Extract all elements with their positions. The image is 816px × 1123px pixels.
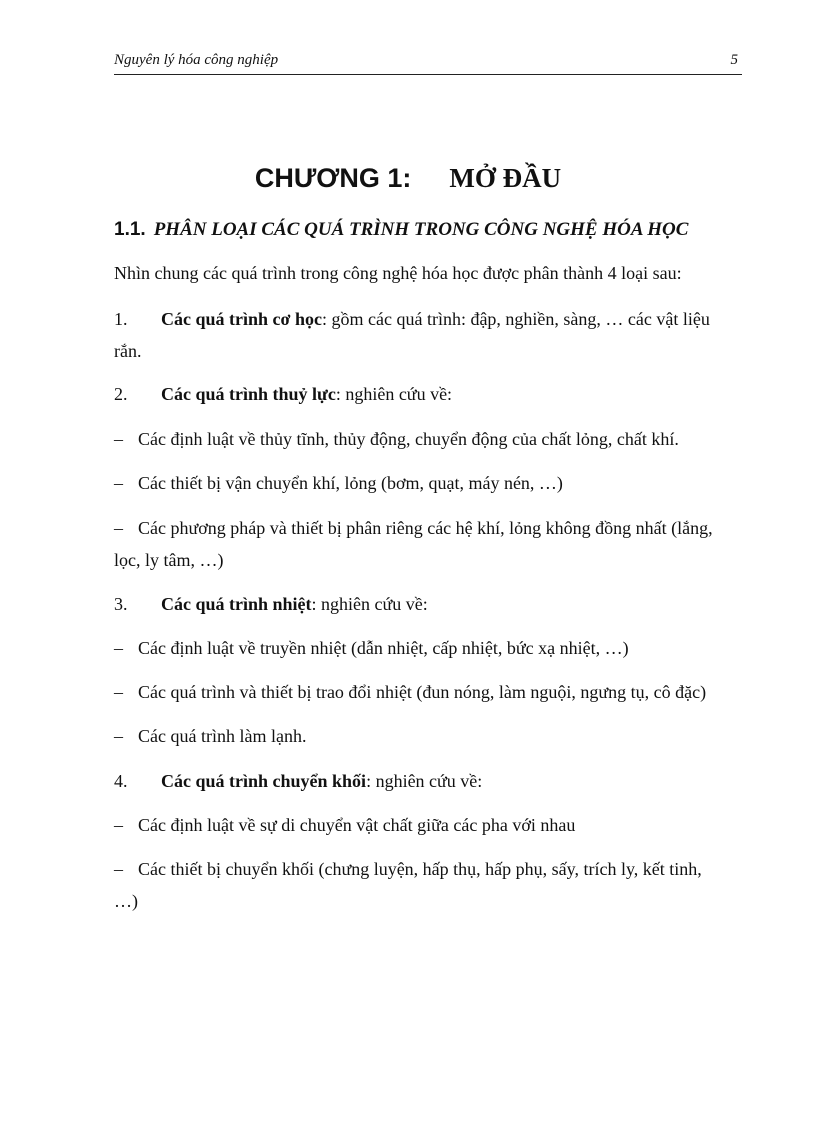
bullet-item: [114, 473, 563, 494]
list-item-1-continuation: rắn.: [114, 341, 142, 361]
dash-marker: –: [114, 518, 123, 538]
list-item-3: [114, 594, 428, 615]
item-number: 3.: [114, 594, 128, 614]
page-header: [114, 50, 742, 75]
section-number: 1.1.: [114, 219, 146, 240]
dash-marker: –: [114, 859, 123, 879]
bullet-continuation: …): [114, 891, 138, 911]
chapter-heading: [0, 163, 816, 194]
list-item-4: [114, 771, 482, 792]
bullet-text: Các phương pháp và thiết bị phân riêng các hệ khí, lỏng không đồng nhất (lắng,: [138, 518, 713, 538]
bullet-text: Các định luật về truyền nhiệt (dẫn nhiệt, cấp nhiệt, bức xạ nhiệt, …): [138, 638, 629, 658]
bullet-item: [114, 815, 575, 836]
bullet-text: Các định luật về sự di chuyển vật chất giữa các pha với nhau: [138, 815, 576, 835]
bullet-item: [114, 682, 706, 703]
bullet-text: Các quá trình và thiết bị trao đổi nhiệt (đun nóng, làm nguội, ngưng tụ, cô đặc): [138, 682, 707, 702]
bullet-text: Các thiết bị chuyển khối (chưng luyện, hấp thụ, hấp phụ, sấy, trích ly, kết tinh,: [138, 859, 702, 879]
bullet-text: Các định luật về thủy tĩnh, thủy động, chuyển động của chất lỏng, chất khí.: [138, 429, 679, 449]
item-text: : nghiên cứu về:: [311, 594, 428, 614]
bullet-text: Các quá trình làm lạnh.: [138, 726, 307, 746]
item-name: Các quá trình chuyển khối: [161, 771, 367, 791]
chapter-title: MỞ ĐẦU: [449, 163, 562, 193]
dash-marker: –: [114, 473, 123, 493]
item-number: 2.: [114, 384, 128, 404]
section-title: PHÂN LOẠI CÁC QUÁ TRÌNH TRONG CÔNG NGHỆ HÓA HỌC: [153, 219, 689, 240]
bullet-item: [114, 726, 306, 747]
bullet-item: [114, 429, 679, 450]
chapter-number: CHƯƠNG 1:: [254, 163, 412, 193]
item-name: Các quá trình cơ học: [161, 309, 322, 329]
bullet-item: [114, 638, 629, 659]
dash-marker: –: [114, 638, 123, 658]
item-number: 1.: [114, 309, 128, 329]
item-number: 4.: [114, 771, 128, 791]
section-heading: [114, 219, 688, 241]
item-text: : gồm các quá trình: đập, nghiền, sàng, … các vật liệu: [321, 309, 710, 329]
item-text: : nghiên cứu về:: [335, 384, 453, 404]
list-item-2: [114, 384, 452, 405]
bullet-text: Các thiết bị vận chuyển khí, lỏng (bơm, quạt, máy nén, …): [138, 473, 563, 493]
bullet-item: [114, 859, 702, 880]
dash-marker: –: [114, 682, 123, 702]
item-name: Các quá trình thuỷ lực: [161, 384, 336, 404]
list-item-1: [114, 309, 710, 330]
page-number: 5: [730, 52, 738, 68]
bullet-item: [114, 518, 713, 539]
bullet-continuation: lọc, ly tâm, …): [114, 550, 224, 570]
dash-marker: –: [114, 815, 123, 835]
dash-marker: –: [114, 726, 123, 746]
intro-paragraph: Nhìn chung các quá trình trong công nghệ hóa học được phân thành 4 loại sau:: [114, 263, 682, 283]
item-text: : nghiên cứu về:: [366, 771, 483, 791]
item-name: Các quá trình nhiệt: [161, 594, 312, 614]
dash-marker: –: [114, 429, 123, 449]
running-header-title: Nguyên lý hóa công nghiệp: [114, 52, 279, 68]
